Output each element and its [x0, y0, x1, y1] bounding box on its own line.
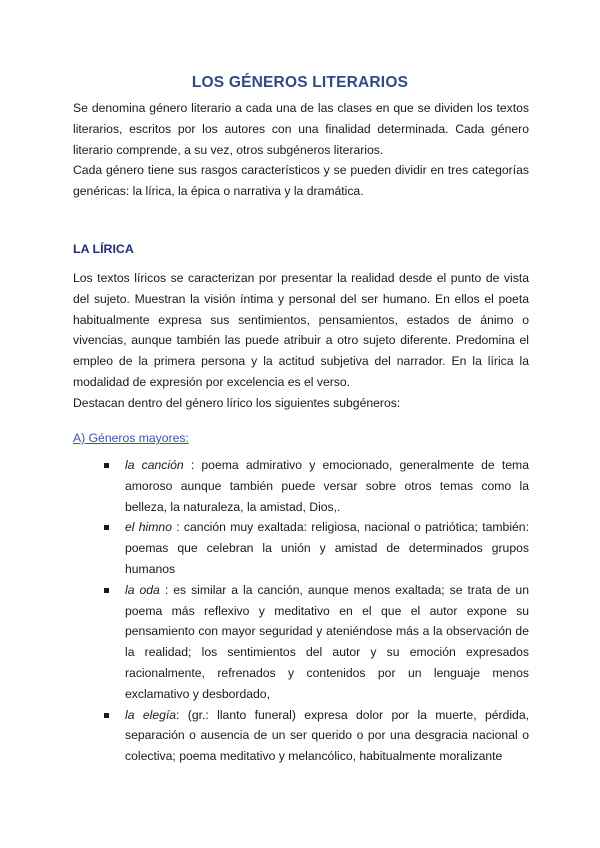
square-bullet-icon — [104, 463, 109, 468]
list-item — [104, 455, 529, 517]
item-text: : canción muy exaltada: religiosa, nacional o patriótica; también: poemas que celebran la unión y amistad de determinados grupos humanos — [125, 520, 529, 576]
square-bullet-icon — [104, 713, 109, 718]
lirica-paragraph-2: Destacan dentro del género lírico los siguientes subgéneros: — [73, 396, 401, 410]
document-title: LOS GÉNEROS LITERARIOS — [191, 74, 409, 91]
intro-paragraph-2: Cada género tiene sus rasgos característicos y se pueden dividir en tres categorías genéricas: la lírica, la épica o narrativa y la dramática. — [73, 163, 529, 198]
item-term: el himno — [125, 520, 172, 535]
lirica-paragraph-1: Los textos líricos se caracterizan por presentar la realidad desde el punto de vista del sujeto. Muestran la visión íntima y personal del ser humano. En ellos el poeta habitualmente expresa sus sentimientos, pensamientos, estados de ánimo o vivencias, aunque también las puede atribuir a otro sujeto diferente. Predomina el empleo de la primera persona y la actitud subjetiva del narrador. En la lírica la modalidad de expresión por excelencia es el verso. — [73, 271, 529, 389]
subgenre-list — [104, 455, 529, 767]
intro-paragraph-1: Se denomina género literario a cada una de las clases en que se dividen los textos literarios, escritos por los autores con una finalidad determinada. Cada género literario comprende, a su vez, otros subgéneros literarios. — [73, 101, 529, 157]
item-term: la canción — [125, 458, 184, 472]
list-item — [104, 580, 529, 705]
square-bullet-icon — [104, 525, 109, 530]
item-term: la oda — [125, 582, 160, 597]
item-text: : (gr.: llanto funeral) expresa dolor por la muerte, pérdida, separación o ausencia de un ser querido o por una desgracia nacional o colectiva; poema meditativo y melancólico, habitualmente moralizante — [125, 707, 529, 764]
list-item — [104, 705, 529, 767]
item-text: : poema admirativo y emocionado, generalmente de tema amoroso aunque también puede versar sobre otros temas como la belleza, la naturaleza, la amistad, Dios,. — [125, 458, 529, 514]
subheading-generos-mayores[interactable]: A) Géneros mayores: — [73, 431, 189, 445]
list-item — [104, 517, 529, 579]
item-term: la elegía — [125, 707, 177, 722]
section-heading-lirica: LA LÍRICA — [73, 242, 134, 256]
item-text: : es similar a la canción, aunque menos exaltada; se trata de un poema más reflexivo y meditativo en el que el autor expone su pensamiento con mayor seguridad y ateniéndose más a la observación de la realidad; los sentimientos del autor y su emoción expresados racionalmente, refrenados y contenidos por un lenguaje menos exclamativo y desbordado, — [125, 582, 529, 701]
square-bullet-icon — [104, 588, 109, 593]
